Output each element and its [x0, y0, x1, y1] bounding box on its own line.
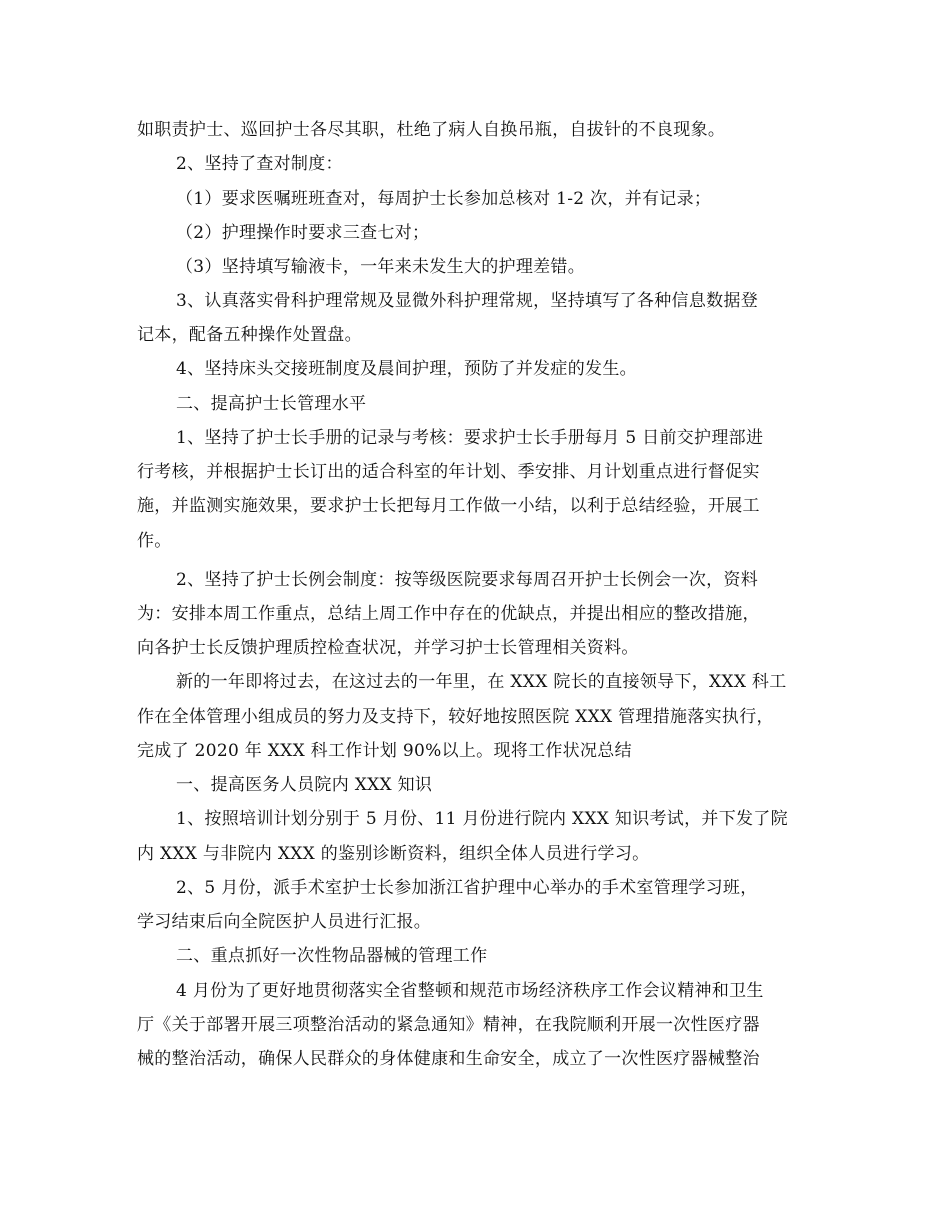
text-line: 作在全体管理小组成员的努力及支持下，较好地按照医院 XXX 管理措施落实执行， [137, 707, 774, 727]
text-line: 2、坚持了护士长例会制度：按等级医院要求每周召开护士长例会一次，资料 [176, 570, 759, 590]
text-line: 械的整治活动，确保人民群众的身体健康和生命安全，成立了一次性医疗器械整治 [137, 1049, 760, 1069]
text-line: 学习结束后向全院医护人员进行汇报。 [137, 912, 432, 932]
text-line: 行考核，并根据护士长订出的适合科室的年计划、季安排、月计划重点进行督促实 [137, 462, 760, 482]
text-line: 2、坚持了查对制度： [176, 154, 343, 174]
text-line: 4、坚持床头交接班制度及晨间护理，预防了并发症的发生。 [176, 359, 637, 379]
text-line: 记本，配备五种操作处置盘。 [137, 325, 362, 345]
text-line: （3）坚持填写输液卡，一年来未发生大的护理差错。 [176, 257, 586, 277]
section-heading: 二、提高护士长管理水平 [176, 394, 367, 414]
text-line: 2、5 月份，派手术室护士长参加浙江省护理中心举办的手术室管理学习班， [176, 878, 758, 898]
section-heading: 二、重点抓好一次性物品器械的管理工作 [176, 946, 488, 966]
text-line: 1、坚持了护士长手册的记录与考核：要求护士长手册每月 5 日前交护理部进 [176, 428, 764, 448]
text-line: 向各护士长反馈护理质控检查状况，并学习护士长管理相关资料。 [137, 638, 639, 658]
section-heading: 一、提高医务人员院内 XXX 知识 [176, 775, 433, 795]
text-line: 3、认真落实骨科护理常规及显微外科护理常规，坚持填写了各种信息数据登 [176, 291, 759, 311]
text-line: 作。 [137, 531, 172, 551]
text-line: 新的一年即将过去，在这过去的一年里，在 XXX 院长的直接领导下，XXX 科工 [176, 672, 787, 692]
text-line: 为：安排本周工作重点，总结上周工作中存在的优缺点，并提出相应的整改措施， [137, 604, 760, 624]
text-line: 如职责护士、巡回护士各尽其职，杜绝了病人自换吊瓶，自拔针的不良现象。 [137, 120, 726, 140]
text-line: （2）护理操作时要求三查七对； [176, 223, 430, 243]
text-line: 内 XXX 与非院内 XXX 的鉴别诊断资料，组织全体人员进行学习。 [137, 844, 650, 864]
text-line: （1）要求医嘱班班查对，每周护士长参加总核对 1-2 次，并有记录； [176, 189, 712, 209]
text-line: 施，并监测实施效果，要求护士长把每月工作做一小结，以利于总结经验，开展工 [137, 496, 760, 516]
text-line: 厅《关于部署开展三项整治活动的紧急通知》精神，在我院顺利开展一次性医疗器 [137, 1015, 760, 1035]
text-line: 1、按照培训计划分别于 5 月份、11 月份进行院内 XXX 知识考试，并下发了院 [176, 809, 788, 829]
text-line: 完成了 2020 年 XXX 科工作计划 90%以上。现将工作状况总结 [137, 741, 632, 761]
text-line: 4 月份为了更好地贯彻落实全省整顿和规范市场经济秩序工作会议精神和卫生 [176, 981, 764, 1001]
